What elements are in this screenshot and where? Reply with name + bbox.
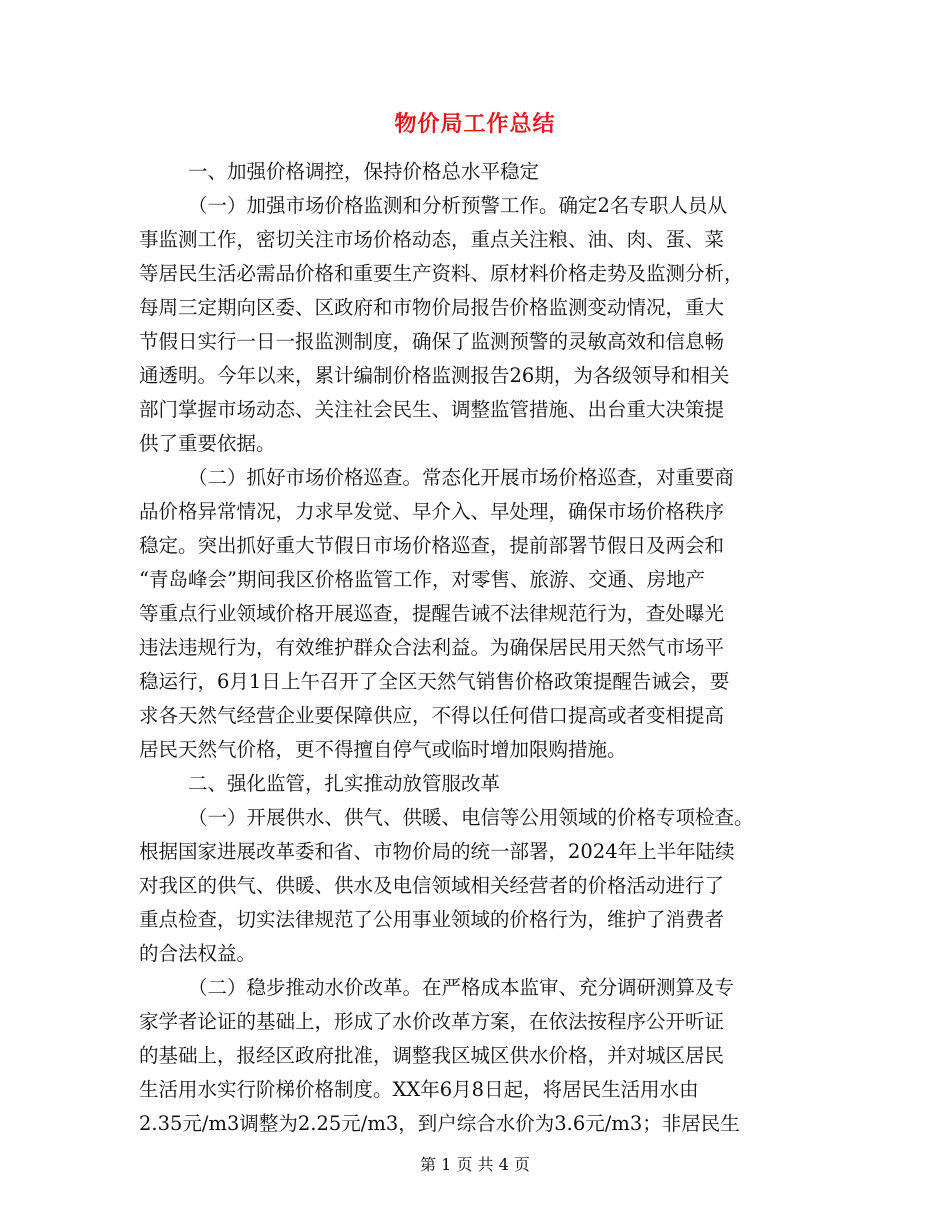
paragraph-line: （一）开展供水、供气、供暖、电信等公用领域的价格专项检查。	[188, 806, 754, 829]
document-title: 物价局工作总结	[394, 112, 556, 137]
paragraph-line: （二）抓好市场价格巡查。常态化开展市场价格巡查，对重要商	[188, 466, 735, 489]
paragraph-line: 稳定。突出抓好重大节假日市场价格巡查，提前部署节假日及两会和	[139, 534, 725, 557]
section-heading: 一、加强价格调控，保持价格总水平稳定	[188, 160, 540, 183]
paragraph-line: 部门掌握市场动态、关注社会民生、调整监管措施、出台重大决策提	[139, 398, 725, 421]
paragraph-line: 供了重要依据。	[139, 432, 276, 455]
paragraph-line: 每周三定期向区委、区政府和市物价局报告价格监测变动情况，重大	[139, 296, 725, 319]
paragraph-line: 事监测工作，密切关注市场价格动态，重点关注粮、油、肉、蛋、菜	[139, 228, 725, 251]
paragraph-line: 居民天然气价格，更不得擅自停气或临时增加限购措施。	[139, 738, 627, 761]
paragraph-line: （一）加强市场价格监测和分析预警工作。确定2名专职人员从	[188, 194, 727, 217]
paragraph-line: 重点检查，切实法律规范了公用事业领域的价格行为，维护了消费者	[139, 908, 725, 931]
paragraph-line: 根据国家进展改革委和省、市物价局的统一部署，2024年上半年陆续	[139, 840, 735, 863]
paragraph-line: 的合法权益。	[139, 942, 257, 965]
paragraph-line: 等居民生活必需品价格和重要生产资料、原材料价格走势及监测分析，	[139, 262, 744, 285]
paragraph-line: 家学者论证的基础上，形成了水价改革方案，在依法按程序公开听证	[139, 1010, 725, 1033]
paragraph-line: 的基础上，报经区政府批准，调整我区城区供水价格，并对城区居民	[139, 1044, 725, 1067]
paragraph-line: 品价格异常情况，力求早发觉、早介入、早处理，确保市场价格秩序	[139, 500, 725, 523]
paragraph-line: 稳运行，6月1日上午召开了全区天然气销售价格政策提醒告诫会，要	[139, 670, 730, 693]
paragraph-line: “青岛峰会”期间我区价格监管工作，对零售、旅游、交通、房地产	[139, 568, 705, 591]
paragraph-line: 通透明。今年以来，累计编制价格监测报告26期，为各级领导和相关	[139, 364, 730, 387]
paragraph-line: 生活用水实行阶梯价格制度。XX年6月8日起，将居民生活用水由	[139, 1078, 699, 1101]
paragraph-line: 对我区的供气、供暖、供水及电信领域相关经营者的价格活动进行了	[139, 874, 725, 897]
page-number-footer: 第 1 页 共 4 页	[420, 1155, 530, 1174]
paragraph-line: 节假日实行一日一报监测制度，确保了监测预警的灵敏高效和信息畅	[139, 330, 725, 353]
paragraph-line: 等重点行业领域价格开展巡查，提醒告诫不法律规范行为，查处曝光	[139, 602, 725, 625]
section-heading: 二、强化监管，扎实推动放管服改革	[188, 772, 501, 795]
paragraph-line: （二）稳步推动水价改革。在严格成本监审、充分调研测算及专	[188, 976, 735, 999]
paragraph-line: 违法违规行为，有效维护群众合法利益。为确保居民用天然气市场平	[139, 636, 725, 659]
paragraph-line: 求各天然气经营企业要保障供应，不得以任何借口提高或者变相提高	[139, 704, 725, 727]
paragraph-line: 2.35元/m3调整为2.25元/m3，到户综合水价为3.6元/m3；非居民生	[139, 1112, 740, 1135]
